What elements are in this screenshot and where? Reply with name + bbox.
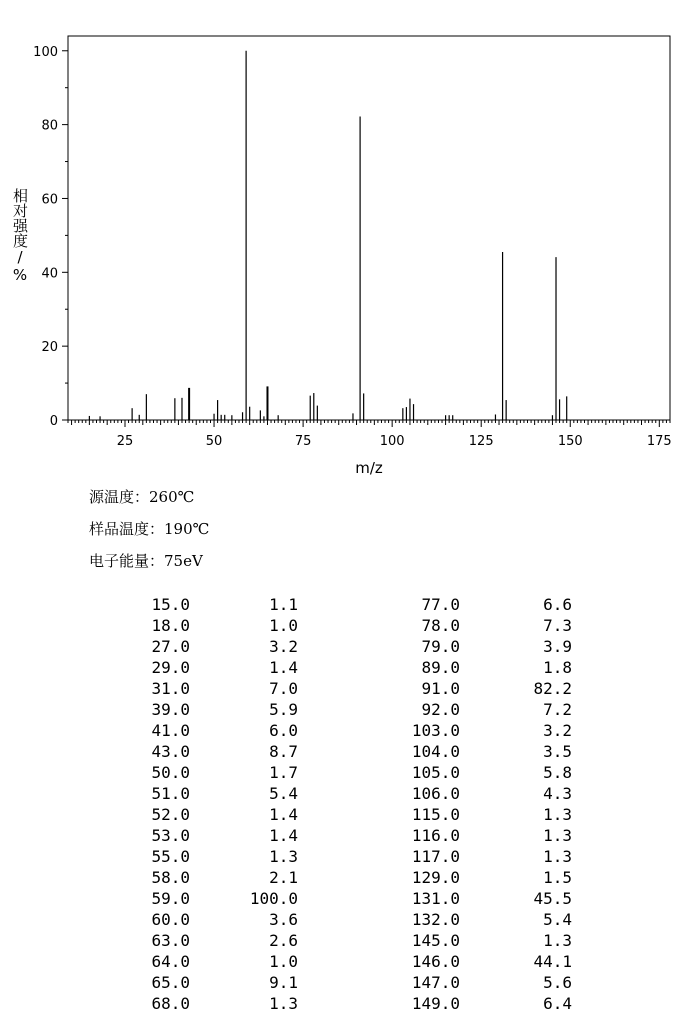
mz-right: 89.0 (421, 658, 460, 677)
mz-left: 29.0 (151, 658, 190, 677)
mz-right: 117.0 (411, 847, 460, 866)
intensity-left: 8.7 (269, 742, 298, 761)
y-tick-label: 100 (33, 44, 58, 60)
mz-left: 51.0 (151, 784, 190, 803)
intensity-left: 1.4 (269, 658, 298, 677)
table-row (100, 636, 580, 657)
intensity-right: 6.4 (543, 994, 572, 1013)
intensity-right: 45.5 (533, 889, 572, 908)
mass-spectrum-chart (0, 0, 696, 480)
mz-left: 52.0 (151, 805, 190, 824)
y-tick-label: 40 (41, 266, 58, 282)
mz-left: 43.0 (151, 742, 190, 761)
table-row (100, 930, 580, 951)
mz-right: 106.0 (411, 784, 460, 803)
x-tick-label: 25 (116, 434, 134, 449)
mz-right: 115.0 (411, 805, 460, 824)
mz-left: 58.0 (151, 868, 190, 887)
table-row (100, 993, 580, 1014)
intensity-left: 5.9 (269, 700, 298, 719)
mz-right: 78.0 (421, 616, 460, 635)
intensity-right: 82.2 (533, 679, 572, 698)
intensity-left: 2.6 (269, 931, 298, 950)
intensity-right: 5.6 (543, 973, 572, 992)
mz-right: 129.0 (411, 868, 460, 887)
mz-left: 60.0 (151, 910, 190, 929)
spectrum-peaks (89, 51, 566, 420)
intensity-right: 1.3 (543, 805, 572, 824)
table-row (100, 972, 580, 993)
table-row (100, 909, 580, 930)
mz-right: 147.0 (411, 973, 460, 992)
table-row (100, 846, 580, 867)
x-minor-ticks (68, 420, 670, 427)
table-row (100, 741, 580, 762)
y-tick-label: 80 (41, 118, 58, 134)
table-row (100, 951, 580, 972)
mz-left: 55.0 (151, 847, 190, 866)
intensity-left: 1.1 (269, 595, 298, 614)
table-row (100, 825, 580, 846)
y-tick-label: 0 (49, 414, 58, 429)
mz-left: 27.0 (151, 637, 190, 656)
table-row (100, 762, 580, 783)
intensity-left: 1.7 (269, 763, 298, 782)
intensity-left: 3.2 (269, 637, 298, 656)
intensity-right: 1.8 (543, 658, 572, 677)
mz-right: 116.0 (411, 826, 460, 845)
intensity-right: 1.3 (543, 847, 572, 866)
table-row (100, 594, 580, 615)
intensity-right: 3.2 (543, 721, 572, 740)
mz-right: 103.0 (411, 721, 460, 740)
intensity-left: 9.1 (269, 973, 298, 992)
table-row (100, 615, 580, 636)
mz-left: 68.0 (151, 994, 190, 1013)
mz-left: 15.0 (151, 595, 190, 614)
intensity-right: 3.9 (543, 637, 572, 656)
intensity-right: 5.4 (543, 910, 572, 929)
table-row (100, 783, 580, 804)
intensity-right: 7.3 (543, 616, 572, 635)
mz-right: 104.0 (411, 742, 460, 761)
x-axis (117, 434, 672, 449)
mz-right: 77.0 (421, 595, 460, 614)
mz-left: 50.0 (151, 763, 190, 782)
intensity-right: 4.3 (543, 784, 572, 803)
x-tick-label: 75 (294, 434, 312, 449)
mz-left: 59.0 (151, 889, 190, 908)
intensity-right: 44.1 (533, 952, 572, 971)
mz-right: 149.0 (411, 994, 460, 1013)
intensity-left: 6.0 (269, 721, 298, 740)
table-row (100, 657, 580, 678)
table-row (100, 699, 580, 720)
mz-left: 18.0 (151, 616, 190, 635)
mz-right: 105.0 (411, 763, 460, 782)
intensity-left: 1.0 (269, 616, 298, 635)
intensity-left: 1.4 (269, 826, 298, 845)
mz-right: 79.0 (421, 637, 460, 656)
mz-left: 64.0 (151, 952, 190, 971)
table-row (100, 720, 580, 741)
mz-left: 65.0 (151, 973, 190, 992)
table-row (100, 678, 580, 699)
intensity-right: 7.2 (543, 700, 572, 719)
y-axis (33, 45, 68, 429)
mz-left: 63.0 (151, 931, 190, 950)
mz-left: 41.0 (151, 721, 190, 740)
intensity-left: 3.6 (269, 910, 298, 929)
intensity-right: 6.6 (543, 595, 572, 614)
y-tick-label: 20 (41, 340, 58, 356)
intensity-right: 1.3 (543, 931, 572, 950)
x-tick-label: 175 (646, 434, 672, 449)
intensity-left: 1.4 (269, 805, 298, 824)
table-row (100, 888, 580, 909)
mz-right: 91.0 (421, 679, 460, 698)
sample-temperature: 样品温度：190℃ (89, 520, 210, 538)
mz-right: 131.0 (411, 889, 460, 908)
x-axis-title: m/z (355, 459, 383, 477)
intensity-left: 7.0 (269, 679, 298, 698)
intensity-left: 1.3 (269, 847, 298, 866)
mz-left: 31.0 (151, 679, 190, 698)
intensity-right: 3.5 (543, 742, 572, 761)
table-row (100, 867, 580, 888)
mz-left: 53.0 (151, 826, 190, 845)
x-tick-label: 150 (557, 434, 583, 449)
mz-right: 146.0 (411, 952, 460, 971)
intensity-right: 5.8 (543, 763, 572, 782)
intensity-left: 5.4 (269, 784, 298, 803)
table-row (100, 804, 580, 825)
mz-right: 92.0 (421, 700, 460, 719)
intensity-left: 1.0 (269, 952, 298, 971)
intensity-left: 2.1 (269, 868, 298, 887)
y-tick-label: 60 (41, 192, 58, 208)
plot-frame (68, 36, 670, 420)
x-tick-label: 125 (468, 434, 494, 449)
x-tick-label: 50 (205, 434, 223, 449)
x-tick-label: 100 (379, 434, 405, 449)
intensity-left: 100.0 (249, 889, 298, 908)
intensity-right: 1.5 (543, 868, 572, 887)
mz-left: 39.0 (151, 700, 190, 719)
intensity-left: 1.3 (269, 994, 298, 1013)
electron-energy: 电子能量：75eV (89, 552, 203, 570)
acquisition-conditions (89, 484, 209, 580)
source-temperature: 源温度：260℃ (89, 488, 195, 506)
y-axis-title: 相对强度/% (11, 188, 29, 284)
mz-right: 145.0 (411, 931, 460, 950)
peak-table (100, 594, 580, 1014)
mz-right: 132.0 (411, 910, 460, 929)
intensity-right: 1.3 (543, 826, 572, 845)
